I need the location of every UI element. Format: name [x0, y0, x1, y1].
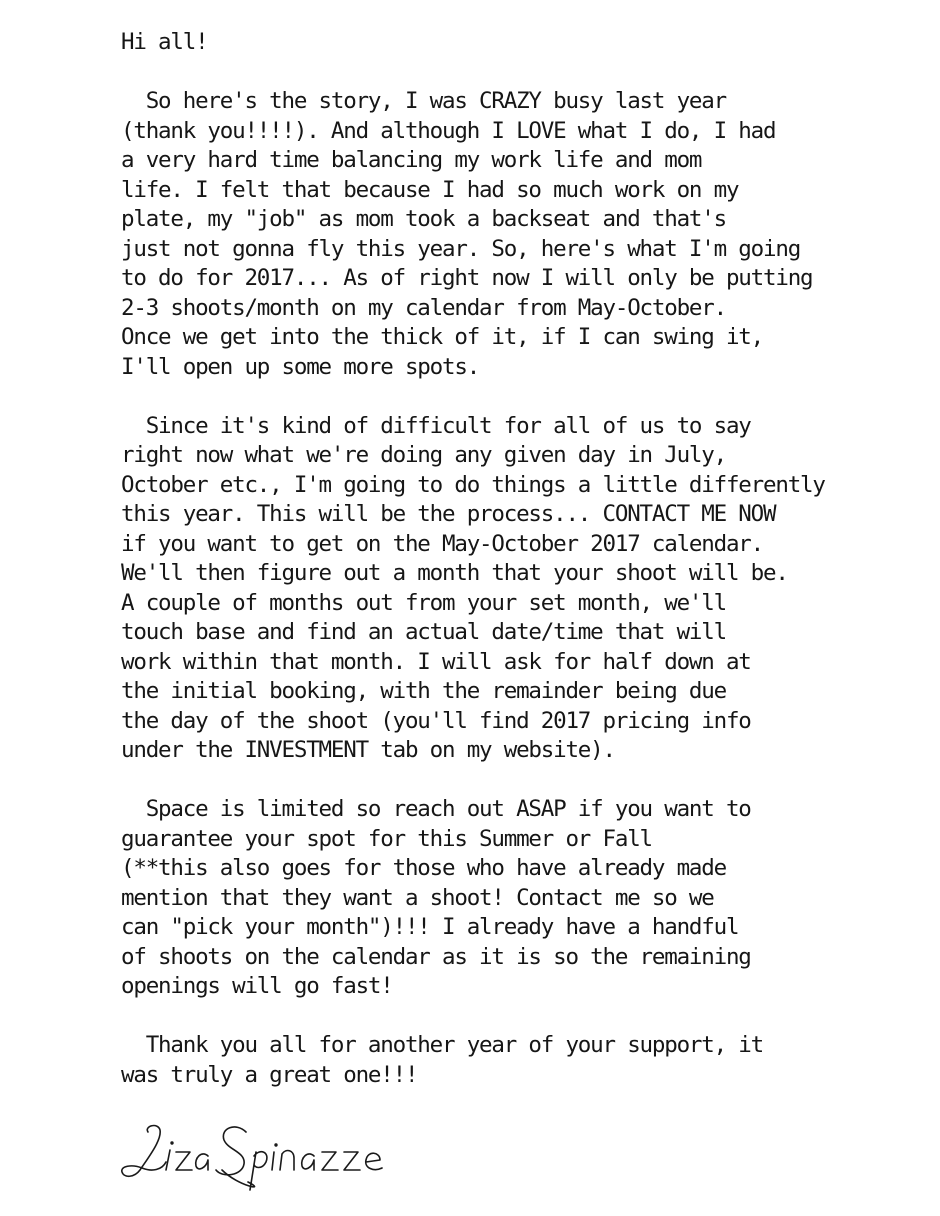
paragraph-3	[121, 795, 921, 1002]
text-line: life. I felt that because I had so much work on my	[121, 176, 739, 203]
text-line: the initial booking, with the remainder being due	[121, 678, 726, 704]
text-line: (**this also goes for those who have already made	[121, 855, 726, 881]
paragraph-1	[121, 87, 921, 382]
text-line: can "pick your month")!!! I already have a handful	[121, 914, 739, 940]
text-line: 2-3 shoots/month on my calendar from May-October.	[121, 294, 726, 321]
text-line: Once we get into the thick of it, if I can swing it,	[121, 324, 763, 350]
text-line: was truly a great one!!!	[121, 1061, 418, 1088]
paragraph-4	[121, 1031, 921, 1090]
text-line: We'll then figure out a month that your shoot will be.	[121, 560, 788, 586]
text-line: of shoots on the calendar as it is so the remaining	[121, 943, 751, 970]
text-line: Since it's kind of difficult for all of us to say	[121, 412, 751, 439]
handwritten-signature	[118, 1118, 388, 1198]
paragraph-gap	[121, 58, 921, 88]
text-line: touch base and find an actual date/time that will	[121, 619, 726, 645]
paragraph-2	[121, 412, 921, 766]
text-line: plate, my "job" as mom took a backseat and that's	[121, 206, 726, 232]
text-line: Space is limited so reach out ASAP if you want to	[121, 796, 751, 822]
text-line: just not gonna fly this year. So, here's what I'm going	[121, 235, 801, 262]
text-line: if you want to get on the May-October 2017 calendar.	[121, 530, 763, 557]
paragraph-gap	[121, 382, 921, 412]
text-line: So here's the story, I was CRAZY busy last year	[121, 88, 726, 114]
greeting: Hi all!	[121, 29, 208, 55]
text-line: A couple of months out from your set month, we'll	[121, 589, 726, 616]
text-line: October etc., I'm going to do things a little differently	[121, 471, 825, 498]
text-line: guarantee your spot for this Summer or Fall	[121, 825, 652, 852]
text-line: I'll open up some more spots.	[121, 353, 480, 380]
text-line: (thank you!!!!). And although I LOVE what I do, I had	[121, 117, 776, 144]
text-line: the day of the shoot (you'll find 2017 pricing info	[121, 707, 751, 734]
text-line: mention that they want a shoot! Contact me so we	[121, 884, 714, 911]
paragraph-gap	[121, 1002, 921, 1032]
text-line: right now what we're doing any given day in July,	[121, 442, 726, 468]
text-line: openings will go fast!	[121, 973, 393, 999]
text-line: under the INVESTMENT tab on my website).	[121, 737, 615, 763]
text-line: this year. This will be the process... CONTACT ME NOW	[121, 501, 776, 527]
text-line: work within that month. I will ask for half down at	[121, 648, 751, 675]
text-line: to do for 2017... As of right now I will only be putting	[121, 265, 813, 291]
text-line: Thank you all for another year of your support, it	[121, 1032, 763, 1058]
text-line: a very hard time balancing my work life and mom	[121, 147, 702, 173]
letter-body	[121, 28, 921, 1090]
paragraph-gap	[121, 766, 921, 796]
